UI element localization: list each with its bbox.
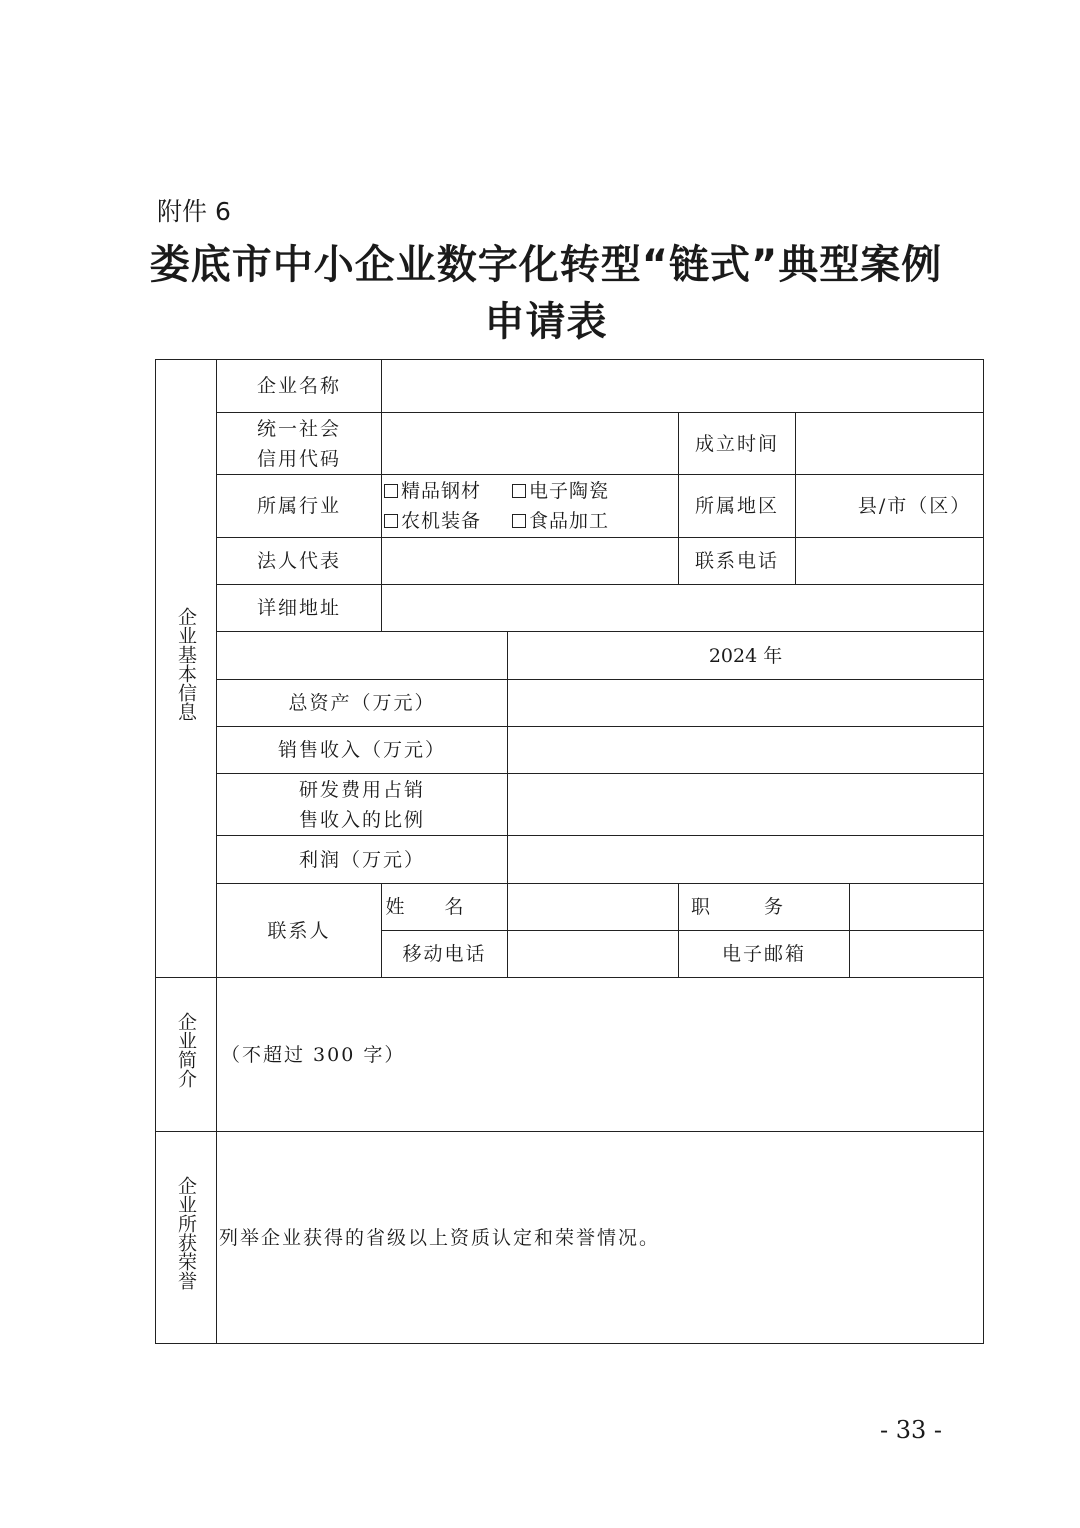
- region-field[interactable]: 县/市（区）: [796, 475, 984, 538]
- label-region: 所属地区: [679, 475, 796, 538]
- label-credit-code: 统一社会信用代码: [217, 413, 382, 475]
- checkbox-icon[interactable]: [384, 514, 398, 528]
- established-field[interactable]: [796, 413, 984, 475]
- position-field[interactable]: [850, 884, 984, 931]
- label-contact: 联系人: [217, 884, 382, 978]
- label-sales: 销售收入（万元）: [217, 727, 508, 774]
- label-profit: 利润（万元）: [217, 836, 508, 884]
- email-field[interactable]: [850, 931, 984, 978]
- label-name: 姓名: [382, 884, 508, 931]
- honors-field[interactable]: 列举企业获得的省级以上资质认定和荣誉情况。: [217, 1132, 984, 1344]
- section-intro-label: 企业简介: [175, 1012, 197, 1088]
- phone-field[interactable]: [796, 538, 984, 585]
- section-honors-label: 企业所获荣誉: [175, 1176, 197, 1290]
- legal-rep-field[interactable]: [382, 538, 679, 585]
- rd-ratio-field[interactable]: [508, 774, 984, 836]
- label-mobile: 移动电话: [382, 931, 508, 978]
- section-basic-info: [156, 360, 217, 978]
- profit-field[interactable]: [508, 836, 984, 884]
- section-honors: [156, 1132, 217, 1344]
- label-email: 电子邮箱: [679, 931, 850, 978]
- credit-code-field[interactable]: [382, 413, 679, 475]
- total-assets-field[interactable]: [508, 680, 984, 727]
- industry-option-steel[interactable]: 精品钢材: [384, 476, 512, 506]
- sales-field[interactable]: [508, 727, 984, 774]
- page-title: 娄底市中小企业数字化转型“链式”典型案例: [149, 242, 943, 288]
- page-title-line2: 申请表: [484, 299, 608, 345]
- section-basic-label: 企业基本信息: [175, 607, 197, 721]
- label-rd-ratio: 研发费用占销售收入的比例: [217, 774, 508, 836]
- page-number: - 33 -: [880, 1416, 943, 1444]
- address-field[interactable]: [382, 585, 984, 632]
- checkbox-icon[interactable]: [384, 484, 398, 498]
- checkbox-icon[interactable]: [512, 484, 526, 498]
- industry-options: [382, 475, 679, 538]
- blank-header-cell: [217, 632, 508, 680]
- industry-option-ceramics[interactable]: 电子陶瓷: [512, 476, 609, 506]
- intro-field[interactable]: （不超过 300 字）: [217, 978, 984, 1132]
- label-established: 成立时间: [679, 413, 796, 475]
- year-header: 2024 年: [508, 632, 984, 680]
- mobile-field[interactable]: [508, 931, 679, 978]
- label-phone: 联系电话: [679, 538, 796, 585]
- label-position: 职务: [679, 884, 850, 931]
- label-industry: 所属行业: [217, 475, 382, 538]
- industry-option-food[interactable]: 食品加工: [512, 506, 609, 536]
- industry-option-agri[interactable]: 农机装备: [384, 506, 512, 536]
- company-name-field[interactable]: [382, 360, 984, 413]
- checkbox-icon[interactable]: [512, 514, 526, 528]
- label-total-assets: 总资产（万元）: [217, 680, 508, 727]
- section-intro: [156, 978, 217, 1132]
- label-legal-rep: 法人代表: [217, 538, 382, 585]
- attachment-label: 附件 6: [157, 197, 231, 226]
- label-address: 详细地址: [217, 585, 382, 632]
- application-form: [155, 359, 984, 1344]
- label-company-name: 企业名称: [217, 360, 382, 413]
- contact-name-field[interactable]: [508, 884, 679, 931]
